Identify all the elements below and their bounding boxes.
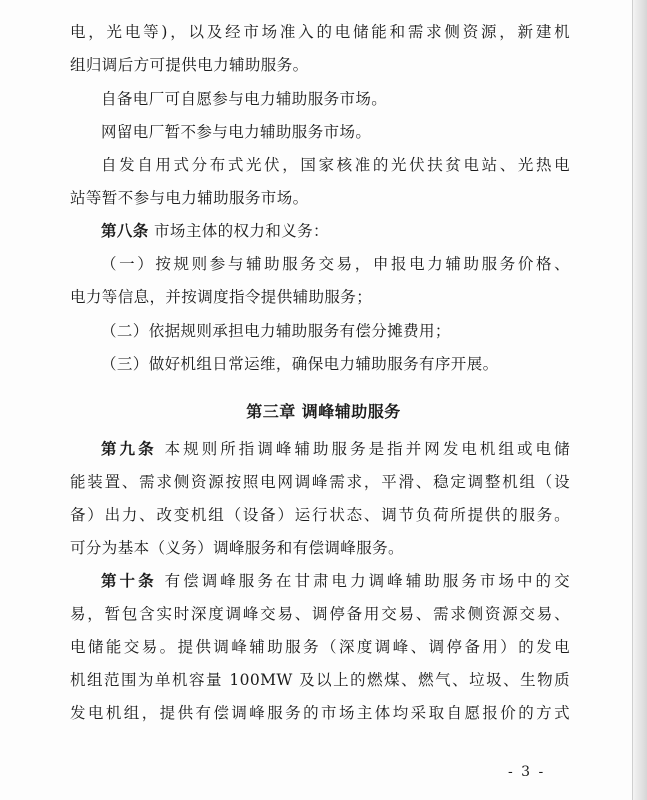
text-line: 网留电厂暂不参与电力辅助服务市场。 — [101, 123, 372, 141]
text-line: （二）依据规则承担电力辅助服务有偿分摊费用； — [101, 322, 451, 340]
text-line: 组归调后方可提供电力辅助服务。 — [70, 56, 309, 74]
article-ten-line — [101, 570, 570, 592]
article-ten-text: 有偿调峰服务在甘肃电力调峰辅助服务市场中的交 — [164, 572, 570, 590]
text-line: 自备电厂可自愿参与电力辅助服务市场。 — [101, 90, 388, 108]
page-edge-shadow — [633, 0, 647, 800]
article-nine-heading: 第九条 — [101, 440, 157, 458]
text-line: 电，光电等)，以及经市场准入的电储能和需求侧资源，新建机 — [70, 23, 570, 41]
text-line: （一）按规则参与辅助服务交易，申报电力辅助服务价格、 — [101, 255, 570, 273]
text-line: 站等暂不参与电力辅助服务市场。 — [70, 189, 309, 207]
text-line: 自发自用式分布式光伏，国家核准的光伏扶贫电站、光热电 — [101, 156, 570, 174]
text-line: 能装置、需求侧资源按照电网调峰需求，平滑、稳定调整机组（设 — [70, 473, 570, 491]
article-eight-heading: 第八条 — [101, 222, 149, 240]
page-number: - 3 - — [508, 764, 546, 780]
text-line: （三）做好机组日常运维，确保电力辅助服务有序开展。 — [101, 355, 499, 373]
text-line: 电储能交易。提供调峰辅助服务（深度调峰、调停备用）的发电 — [70, 638, 570, 656]
text-line: 可分为基本（义务）调峰服务和有偿调峰服务。 — [70, 539, 404, 557]
text-line: 易，暂包含实时深度调峰交易、调停备用交易、需求侧资源交易、 — [70, 605, 570, 623]
article-eight-text: 市场主体的权力和义务： — [154, 222, 329, 240]
text-line: 机组范围为单机容量 100MW 及以上的燃煤、燃气、垃圾、生物质 — [70, 671, 570, 689]
text-line: 电力等信息，并按调度指令提供辅助服务； — [70, 288, 373, 306]
article-eight-line — [101, 220, 601, 242]
article-nine-text: 本规则所指调峰辅助服务是指并网发电机组或电储 — [164, 440, 570, 458]
article-ten-heading: 第十条 — [101, 572, 157, 590]
article-nine-line — [101, 438, 570, 460]
text-line: 备）出力、改变机组（设备）运行状态、调节负荷所提供的服务。 — [70, 506, 570, 524]
text-line: 发电机组，提供有偿调峰服务的市场主体均采取自愿报价的方式 — [70, 704, 570, 722]
chapter-title: 第三章 调峰辅助服务 — [246, 402, 401, 421]
